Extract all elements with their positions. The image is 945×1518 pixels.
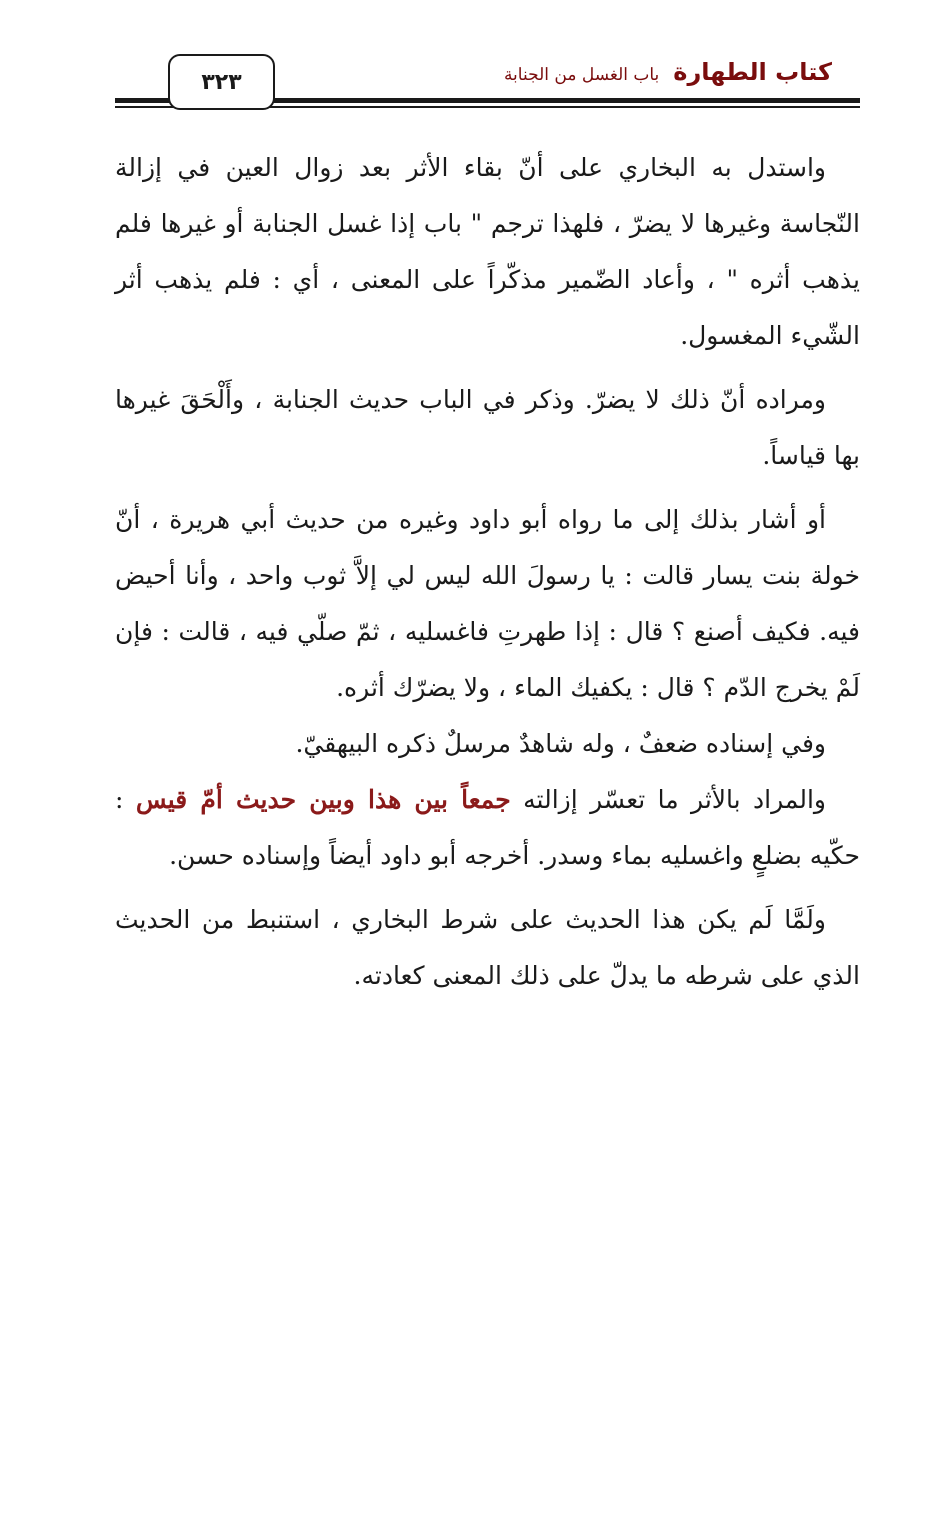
- page-number: ٣٢٣: [201, 69, 242, 95]
- paragraph-5-after: : حكّيه بضلعٍ واغسليه بماء وسدر. أخرجه أبو داود أيضاً وإسناده حسن.: [115, 785, 860, 870]
- page-body: [115, 140, 860, 1004]
- paragraph-5: [115, 772, 860, 884]
- paragraph-6: ولَمَّا لَم يكن هذا الحديث على شرط البخاري ، استنبط من الحديث الذي على شرطه ما يدلّ على ذلك المعنى كعادته.: [115, 905, 860, 990]
- paragraph-4: وفي إسناده ضعفٌ ، وله شاهدٌ مرسلٌ ذكره البيهقيّ.: [295, 729, 826, 758]
- paragraph-2: ومراده أنّ ذلك لا يضرّ. وذكر في الباب حديث الجنابة ، وأَلْحَقَ غيرها بها قياساً.: [115, 385, 860, 470]
- page-number-box: [168, 54, 275, 110]
- highlighted-phrase: جمعاً بين هذا وبين حديث أمّ قيس: [135, 785, 511, 814]
- paragraph-1: واستدل به البخاري على أنّ بقاء الأثر بعد زوال العين في إزالة النّجاسة وغيرها لا يضرّ ، فلهذا ترجم " باب إذا غسل الجنابة أو غيرها فلم يذهب أثره " ، وأعاد الضّمير مذكّراً على المعنى ، أي : فلم يذهب أثر الشّيء المغسول.: [115, 153, 860, 350]
- header-titles: [504, 58, 832, 86]
- paragraph-3: أو أشار بذلك إلى ما رواه أبو داود وغيره من حديث أبي هريرة ، أنّ خولة بنت يسار قالت : يا رسولَ الله ليس لي إلاَّ ثوب واحد ، وأنا أحيض فيه. فكيف أصنع ؟ قال : إذا طهرتِ فاغسليه ، ثمّ صلّي فيه ، قالت : فإن لَمْ يخرج الدّم ؟ قال : يكفيك الماء ، ولا يضرّك أثره.: [115, 505, 860, 702]
- book-title: كتاب الطهارة: [673, 58, 832, 86]
- paragraph-5-before: والمراد بالأثر ما تعسّر إزالته: [510, 785, 827, 814]
- chapter-title: باب الغسل من الجنابة: [503, 65, 660, 85]
- page-header: [115, 48, 860, 110]
